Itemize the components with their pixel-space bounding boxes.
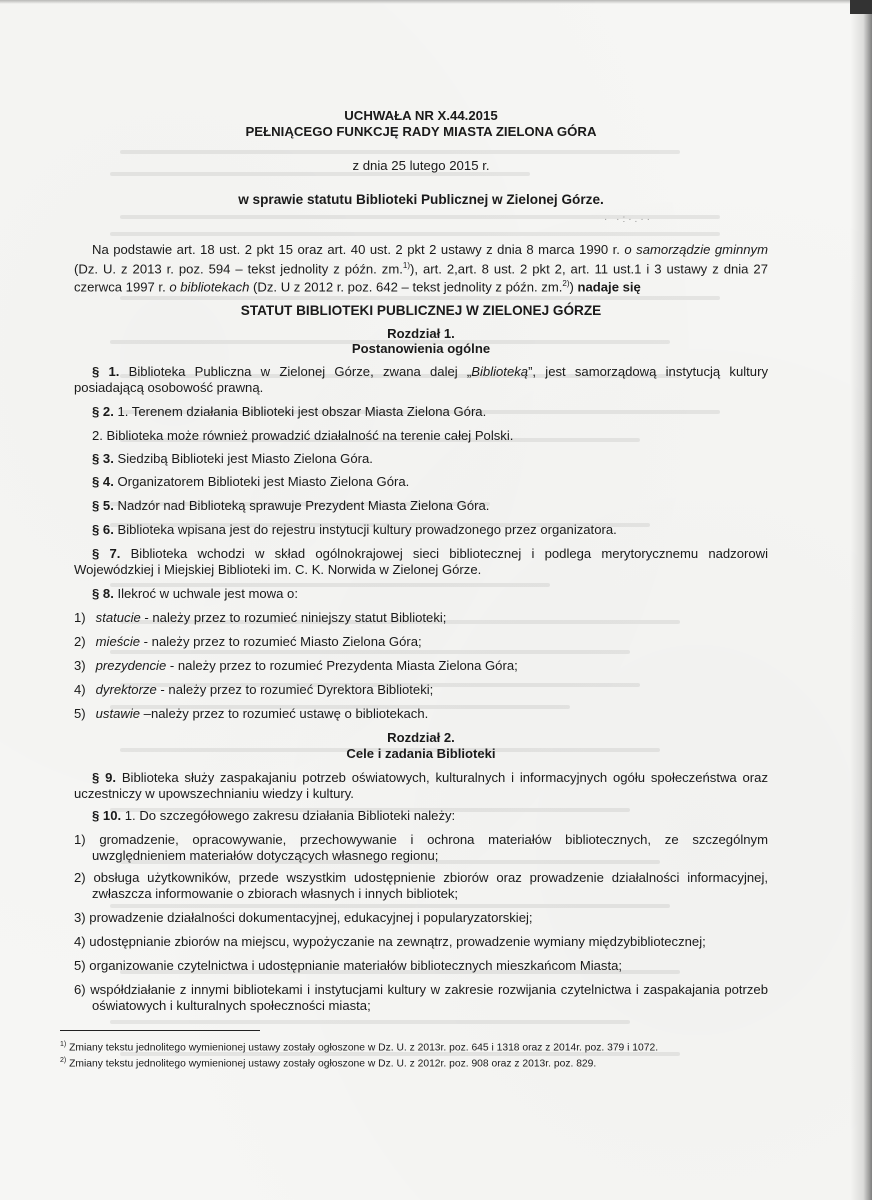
task-text: prowadzenie działalności dokumentacyjnej, edukacyjnej i popularyzatorskiej;	[89, 910, 533, 925]
task-text: współdziałanie z innymi bibliotekami i instytucjami kultury w zakresie rozwijania czytelnictwa i zaspakajania potrzeb oświatowych i kulturalnych społeczności miasta;	[90, 982, 768, 1013]
item-number: 3)	[74, 910, 86, 925]
task-item	[74, 910, 768, 926]
item-number: 2)	[74, 870, 86, 885]
section-symbol: § 3.	[92, 451, 114, 466]
defined-term: ustawie	[95, 706, 141, 721]
resolution-number: UCHWAŁA NR X.44.2015	[344, 108, 498, 123]
item-number: 5)	[74, 706, 86, 721]
task-text: obsługa użytkowników, przede wszystkim udostępnienie zbiorów oraz prowadzenie działalności informacyjnej, zwłaszcza informowanie o zbiorach własnych i innych bibliotek;	[92, 870, 768, 901]
section-symbol: § 10.	[92, 808, 122, 823]
defined-term: dyrektorze	[95, 682, 157, 697]
page-right-edge-shadow	[850, 0, 872, 1200]
task-item	[74, 958, 768, 974]
section-text: Biblioteka Publiczna w Zielonej Górze, zwana dalej „	[119, 364, 472, 379]
item-number: 4)	[74, 682, 86, 697]
preamble-text: Na podstawie art. 18 ust. 2 pkt 15 oraz art. 40 ust. 2 pkt 2 ustawy z dnia 8 marca 1990 r.	[92, 242, 625, 257]
defined-term: prezydencie	[95, 658, 167, 673]
section-text: 1. Terenem działania Biblioteki jest obszar Miasta Zielona Góra.	[113, 404, 487, 419]
item-number: 6)	[74, 982, 86, 997]
section-2	[74, 404, 768, 420]
faint-ink-marks: · ·:·.··	[604, 214, 653, 225]
definition-text: - należy przez to rozumieć Prezydenta Miasta Zielona Góra;	[166, 658, 518, 673]
defined-term: mieście	[95, 634, 141, 649]
chapter-title: Cele i zadania Biblioteki	[346, 746, 496, 761]
section-symbol: § 6.	[92, 522, 114, 537]
footnote-ref: 1)	[402, 260, 411, 270]
footnote	[60, 1038, 780, 1054]
footnote-mark: 2)	[60, 1057, 67, 1064]
section-6	[74, 522, 768, 538]
chapter-number: Rozdział 1.	[387, 326, 455, 341]
section-symbol: § 4.	[92, 474, 114, 489]
preamble-text: (Dz. U. z 2013 r. poz. 594 – tekst jednolity z późn. zm.	[74, 260, 403, 276]
definition-item	[74, 682, 768, 698]
preamble-text: ), art. 2,art. 8 ust. 2 pkt 2, art. 11 ust.1 i 3 ustawy z dnia 27 czerwca 1997 r.	[74, 260, 768, 295]
section-symbol: § 5.	[92, 498, 114, 513]
resolution-date: z dnia 25 lutego 2015 r.	[352, 158, 490, 173]
section-text: Biblioteka służy zaspakajaniu potrzeb oświatowych, kulturalnych i informacyjnych ogółu społeczeństwa oraz uczestniczy w upowszechnianiu wiedzy i kultury.	[74, 770, 768, 801]
item-number: 3)	[74, 658, 86, 673]
section-text: ”, jest samorządową instytucją kultury posiadającą osobowość prawną.	[74, 364, 768, 395]
section-9	[74, 770, 768, 802]
section-text: 1. Do szczegółowego zakresu działania Biblioteki należy:	[121, 808, 456, 823]
definition-text: –należy przez to rozumieć ustawę o bibliotekach.	[140, 706, 429, 721]
footnote-ref: 2)	[562, 279, 570, 289]
item-number: 1)	[74, 832, 86, 847]
section-symbol: § 1.	[92, 364, 120, 379]
section-symbol: § 2.	[92, 404, 114, 419]
footnote-text: Zmiany tekstu jednolitego wymienionej ustawy zostały ogłoszone w Dz. U. z 2013r. poz. 645 i 1318 oraz z 2014r. poz. 379 i 1072.	[66, 1042, 659, 1054]
task-text: udostępnianie zbiorów na miejscu, wypożyczanie na zewnątrz, prowadzenie wymiany międzybibliotecznej;	[89, 934, 706, 949]
section-text: Nadzór nad Biblioteką sprawuje Prezydent Miasta Zielona Góra.	[113, 498, 490, 513]
definition-text: - należy przez to rozumieć niniejszy statut Biblioteki;	[140, 610, 447, 625]
task-item	[74, 832, 768, 864]
issuing-body: PEŁNIĄCEGO FUNKCJĘ RADY MIASTA ZIELONA GÓRA	[245, 124, 597, 139]
section-text: Biblioteka wpisana jest do rejestru instytucji kultury prowadzonego przez organizatora.	[113, 522, 617, 537]
footnote-mark: 1)	[60, 1041, 67, 1048]
definition-item	[74, 610, 768, 626]
definition-text: - należy przez to rozumieć Miasto Zielona Góra;	[140, 634, 422, 649]
section-8	[74, 586, 768, 602]
legal-basis-preamble	[74, 242, 768, 295]
item-number: 2)	[74, 634, 86, 649]
footnote-text: Zmiany tekstu jednolitego wymienionej ustawy zostały ogłoszone w Dz. U. z 2012r. poz. 908 oraz z 2013r. poz. 829.	[66, 1058, 597, 1070]
chapter-number: Rozdział 2.	[387, 730, 455, 745]
section-10	[74, 808, 768, 824]
definition-item	[74, 706, 768, 722]
definition-item	[74, 658, 768, 674]
definition-item	[74, 634, 768, 650]
footnote	[60, 1054, 780, 1070]
task-text: gromadzenie, opracowywanie, przechowywanie i ochrona materiałów bibliotecznych, ze szczególnym uwzględnieniem materiałów dotyczących własnego regionu;	[92, 832, 768, 863]
section-text: Organizatorem Biblioteki jest Miasto Zielona Góra.	[113, 474, 410, 489]
page-top-edge	[0, 0, 872, 4]
section-text: Ilekroć w uchwale jest mowa o:	[113, 586, 298, 601]
preamble-act-title: o bibliotekach	[169, 279, 250, 295]
preamble-act-title: o samorządzie gminnym	[624, 242, 768, 257]
section-text: Siedzibą Biblioteki jest Miasto Zielona Góra.	[113, 451, 373, 466]
preamble-enactment: nadaje się	[577, 279, 641, 295]
section-symbol: § 9.	[92, 770, 117, 785]
section-text: Biblioteka wchodzi w skład ogólnokrajowej sieci bibliotecznej i podlega merytorycznemu nadzorowi Wojewódzkiej i Miejskiej Biblioteki im. C. K. Norwida w Zielonej Górze.	[74, 546, 769, 577]
section-2-point-2: 2. Biblioteka może również prowadzić działalność na terenie całej Polski.	[92, 428, 514, 443]
defined-term: Biblioteką	[471, 364, 529, 379]
resolution-subject: w sprawie statutu Biblioteki Publicznej w Zielonej Górze.	[238, 192, 604, 207]
section-4	[74, 474, 768, 490]
item-number: 1)	[74, 610, 86, 625]
task-text: organizowanie czytelnictwa i udostępnianie materiałów bibliotecznych mieszkańcom Miasta;	[89, 958, 623, 973]
chapter-title: Postanowienia ogólne	[351, 341, 491, 356]
section-symbol: § 7.	[92, 546, 121, 561]
item-number: 5)	[74, 958, 86, 973]
footnote-separator	[60, 1030, 260, 1031]
preamble-text: )	[569, 279, 578, 295]
defined-term: statucie	[95, 610, 141, 625]
section-7	[74, 546, 768, 578]
task-item	[74, 934, 768, 950]
section-1	[74, 364, 768, 396]
definition-text: - należy przez to rozumieć Dyrektora Biblioteki;	[156, 682, 434, 697]
task-item	[74, 870, 768, 902]
section-symbol: § 8.	[92, 586, 114, 601]
page-corner-shadow	[850, 0, 872, 14]
task-item	[74, 982, 768, 1014]
item-number: 4)	[74, 934, 86, 949]
section-5	[74, 498, 768, 514]
statute-title: STATUT BIBLIOTEKI PUBLICZNEJ W ZIELONEJ GÓRZE	[240, 303, 602, 318]
section-3	[74, 451, 768, 467]
preamble-text: (Dz. U z 2012 r. poz. 642 – tekst jednolity z późn. zm.	[249, 279, 563, 295]
